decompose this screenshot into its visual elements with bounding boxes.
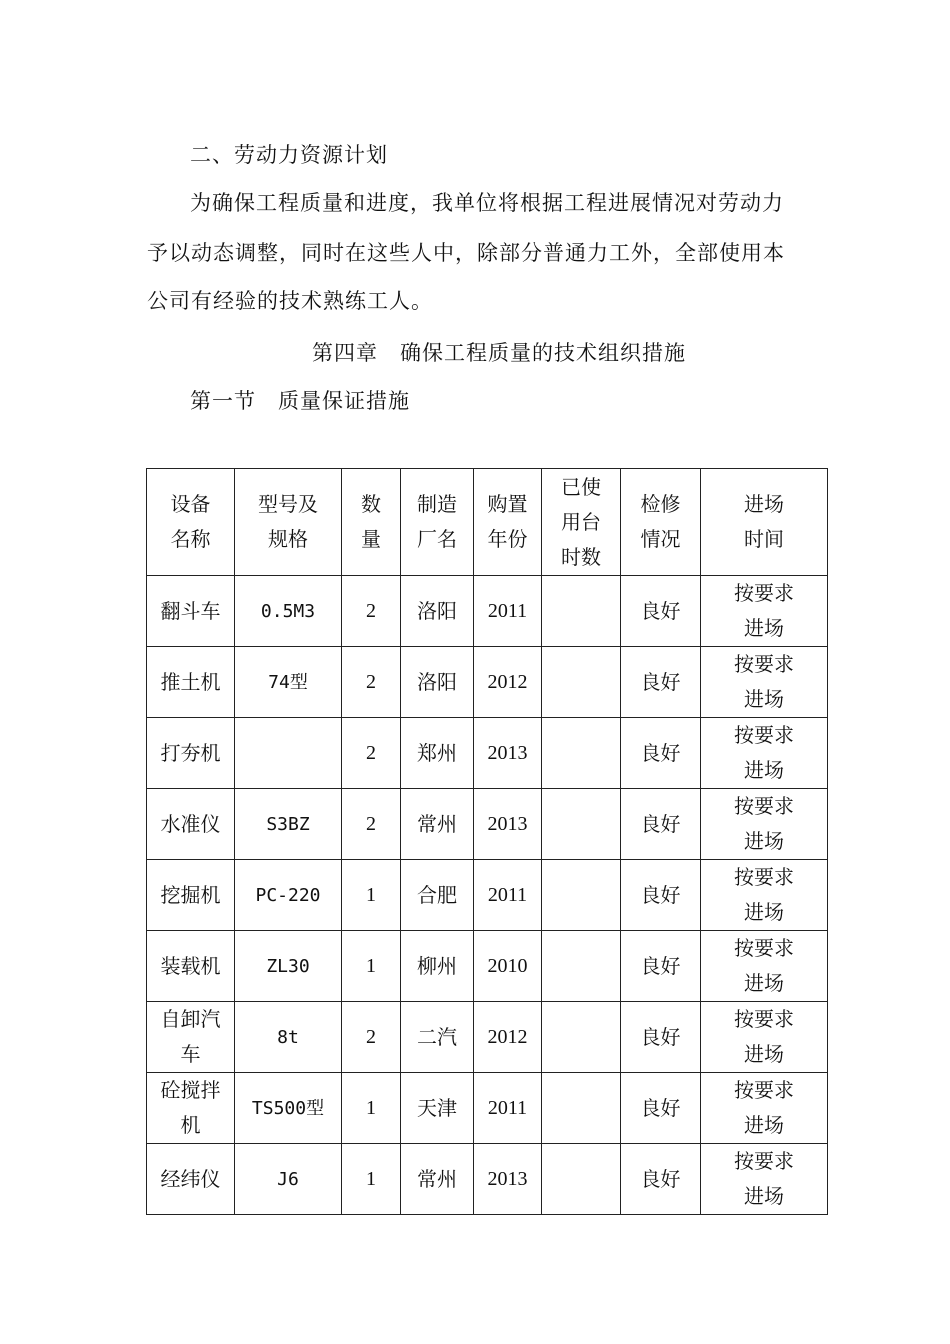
cell-equipment-name: 打夯机	[147, 718, 235, 789]
cell-entry-time: 按要求 进场	[701, 931, 828, 1002]
cell-purchase-year: 2013	[474, 1144, 542, 1215]
cell-quantity: 1	[342, 860, 401, 931]
header-manufacturer: 制造 厂名	[401, 469, 474, 576]
table-row	[147, 576, 828, 647]
cell-maintenance-status: 良好	[621, 1073, 701, 1144]
cell-maintenance-status: 良好	[621, 860, 701, 931]
cell-entry-time: 按要求 进场	[701, 576, 828, 647]
cell-manufacturer: 洛阳	[401, 576, 474, 647]
cell-entry-time: 按要求 进场	[701, 718, 828, 789]
cell-manufacturer: 合肥	[401, 860, 474, 931]
cell-used-hours	[542, 647, 621, 718]
table-row	[147, 1073, 828, 1144]
cell-purchase-year: 2011	[474, 576, 542, 647]
cell-manufacturer: 洛阳	[401, 647, 474, 718]
cell-entry-time: 按要求 进场	[701, 1144, 828, 1215]
table-row	[147, 1144, 828, 1215]
cell-model-spec: 0.5M3	[235, 576, 342, 647]
table-row	[147, 718, 828, 789]
cell-maintenance-status: 良好	[621, 789, 701, 860]
cell-quantity: 1	[342, 931, 401, 1002]
body-text-line: 为确保工程质量和进度，我单位将根据工程进展情况对劳动力	[190, 191, 784, 215]
cell-quantity: 2	[342, 718, 401, 789]
cell-entry-time: 按要求 进场	[701, 1002, 828, 1073]
table-row	[147, 931, 828, 1002]
cell-purchase-year: 2013	[474, 789, 542, 860]
cell-purchase-year: 2010	[474, 931, 542, 1002]
cell-model-spec: S3BZ	[235, 789, 342, 860]
cell-purchase-year: 2013	[474, 718, 542, 789]
table-row	[147, 789, 828, 860]
cell-entry-time: 按要求 进场	[701, 1073, 828, 1144]
cell-manufacturer: 柳州	[401, 931, 474, 1002]
cell-entry-time: 按要求 进场	[701, 647, 828, 718]
cell-maintenance-status: 良好	[621, 1144, 701, 1215]
cell-model-spec: 74型	[235, 647, 342, 718]
cell-model-spec: ZL30	[235, 931, 342, 1002]
table-row	[147, 1002, 828, 1073]
chapter-title: 第四章 确保工程质量的技术组织措施	[312, 341, 686, 365]
header-maintenance-status: 检修 情况	[621, 469, 701, 576]
cell-manufacturer: 郑州	[401, 718, 474, 789]
cell-quantity: 2	[342, 789, 401, 860]
cell-manufacturer: 天津	[401, 1073, 474, 1144]
header-used-hours: 已使 用台 时数	[542, 469, 621, 576]
cell-equipment-name: 翻斗车	[147, 576, 235, 647]
cell-model-spec: J6	[235, 1144, 342, 1215]
header-purchase-year: 购置 年份	[474, 469, 542, 576]
cell-quantity: 2	[342, 576, 401, 647]
cell-manufacturer: 二汽	[401, 1002, 474, 1073]
equipment-table	[146, 468, 828, 1215]
cell-used-hours	[542, 1002, 621, 1073]
cell-maintenance-status: 良好	[621, 718, 701, 789]
cell-quantity: 2	[342, 647, 401, 718]
header-entry-time: 进场 时间	[701, 469, 828, 576]
cell-used-hours	[542, 931, 621, 1002]
cell-maintenance-status: 良好	[621, 931, 701, 1002]
cell-used-hours	[542, 1073, 621, 1144]
body-text-line: 予以动态调整，同时在这些人中，除部分普通力工外，全部使用本	[147, 241, 785, 265]
cell-entry-time: 按要求 进场	[701, 860, 828, 931]
cell-manufacturer: 常州	[401, 1144, 474, 1215]
cell-equipment-name: 装载机	[147, 931, 235, 1002]
cell-purchase-year: 2012	[474, 647, 542, 718]
cell-purchase-year: 2011	[474, 860, 542, 931]
cell-used-hours	[542, 1144, 621, 1215]
cell-entry-time: 按要求 进场	[701, 789, 828, 860]
cell-quantity: 2	[342, 1002, 401, 1073]
cell-purchase-year: 2011	[474, 1073, 542, 1144]
cell-purchase-year: 2012	[474, 1002, 542, 1073]
body-text-line: 公司有经验的技术熟练工人。	[147, 289, 433, 313]
cell-maintenance-status: 良好	[621, 576, 701, 647]
cell-model-spec	[235, 718, 342, 789]
cell-equipment-name: 砼搅拌 机	[147, 1073, 235, 1144]
table-header-row	[147, 469, 828, 576]
cell-used-hours	[542, 718, 621, 789]
cell-manufacturer: 常州	[401, 789, 474, 860]
cell-used-hours	[542, 576, 621, 647]
cell-used-hours	[542, 860, 621, 931]
section-heading: 二、劳动力资源计划	[190, 143, 388, 167]
header-quantity: 数 量	[342, 469, 401, 576]
table-row	[147, 860, 828, 931]
cell-maintenance-status: 良好	[621, 1002, 701, 1073]
cell-equipment-name: 自卸汽 车	[147, 1002, 235, 1073]
section-title: 第一节 质量保证措施	[190, 389, 410, 413]
header-model-spec: 型号及 规格	[235, 469, 342, 576]
cell-quantity: 1	[342, 1073, 401, 1144]
cell-model-spec: TS500型	[235, 1073, 342, 1144]
cell-maintenance-status: 良好	[621, 647, 701, 718]
cell-equipment-name: 推土机	[147, 647, 235, 718]
cell-quantity: 1	[342, 1144, 401, 1215]
header-equipment-name: 设备 名称	[147, 469, 235, 576]
cell-used-hours	[542, 789, 621, 860]
cell-equipment-name: 经纬仪	[147, 1144, 235, 1215]
cell-equipment-name: 挖掘机	[147, 860, 235, 931]
cell-model-spec: PC-220	[235, 860, 342, 931]
cell-equipment-name: 水准仪	[147, 789, 235, 860]
table-row	[147, 647, 828, 718]
cell-model-spec: 8t	[235, 1002, 342, 1073]
